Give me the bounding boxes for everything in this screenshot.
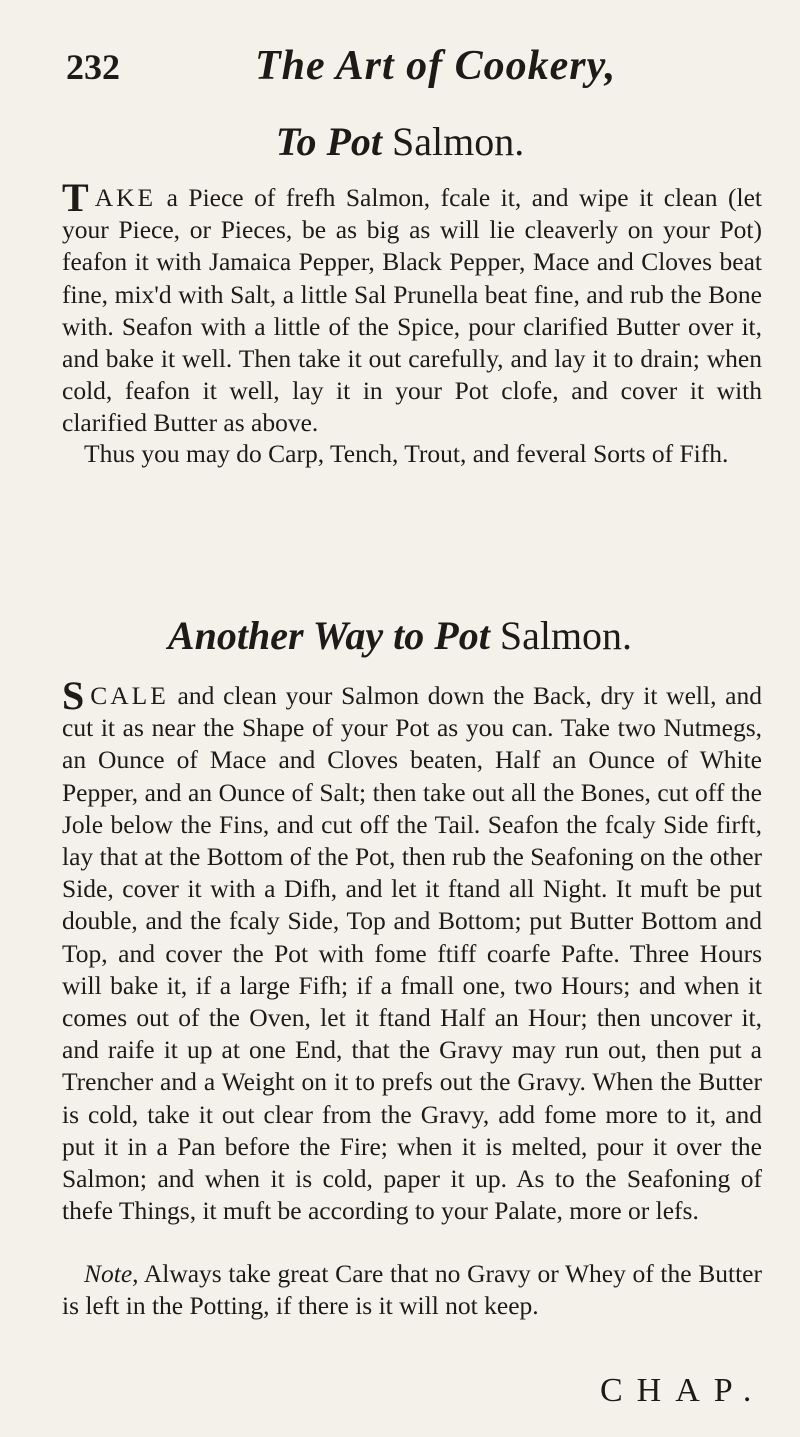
recipe-title-pot-salmon xyxy=(0,118,800,166)
note-text: Always take great Care that no Gravy or Whey of the Butter is left in the Potting, if there is it will not keep. xyxy=(62,1259,762,1321)
recipe-body-another-way xyxy=(62,673,762,1227)
drop-cap: S xyxy=(62,673,85,718)
recipe-title-italic: Another Way to Pot xyxy=(167,613,490,658)
recipe-body-pot-salmon xyxy=(62,175,762,440)
recipe-text: a Piece of frefh Salmon, fcale it, and wipe it clean (let your Piece, or Pieces, be as big as will lie cleaverly on your Pot) feafon it with Jamaica Pepper, Black Pepper, Mace and Cloves beat fine, mix'd with Salt, a little Sal Prunella beat fine, and rub the Bone with. Seafon with a little of the Spice, pour clarified Butter over it, and bake it well. Then take it out carefully, and lay it to drain; when cold, feafon it well, lay it in your Pot clofe, and cover it with clarified Butter as above. xyxy=(62,183,762,438)
recipe-note xyxy=(62,1258,762,1322)
recipe-title-another-way xyxy=(0,612,800,660)
first-word: AKE xyxy=(94,183,157,212)
running-title: The Art of Cookery, xyxy=(255,43,617,89)
catchword: CHAP. xyxy=(600,1372,766,1409)
note-label: Note, xyxy=(84,1259,139,1288)
drop-cap: T xyxy=(62,175,89,220)
page-number: 232 xyxy=(66,47,120,87)
recipe-title-italic: To Pot xyxy=(275,119,383,164)
recipe-title-plain: Salmon. xyxy=(499,613,633,658)
recipe-variation-note: Thus you may do Carp, Tench, Trout, and feveral Sorts of Fifh. xyxy=(84,439,729,468)
page-header xyxy=(0,42,800,102)
recipe-text: and clean your Salmon down the Back, dry it well, and cut it as near the Shape of your Pot as you can. Take two Nutmegs, an Ounce of Mace and Cloves beaten, Half an Ounce of White Pepper, and an Ounce of Salt; then take out all the Bones, cut off the Jole below the Fins, and cut off the Tail. Seafon the fcaly Side firft, lay that at the Bottom of the Pot, then rub the Seafoning on the other Side, cover it with a Difh, and let it ftand all Night. It muft be put double, and the fcaly Side, Top and Bottom; put Butter Bottom and Top, and cover the Pot with fome ftiff coarfe Pafte. Three Hours will bake it, if a large Fifh; if a fmall one, two Hours; and when it comes out of the Oven, let it ftand Half an Hour; then uncover it, and raife it up at one End, that the Gravy may run out, then put a Trencher and a Weight on it to prefs out the Gravy. When the Butter is cold, take it out clear from the Gravy, add fome more to it, and put it in a Pan before the Fire; when it is melted, pour it over the Salmon; and when it is cold, paper it up. As to the Seafoning of thefe Things, it muft be according to your Palate, more or lefs. xyxy=(62,681,762,1226)
first-word: CALE xyxy=(90,681,169,710)
recipe-title-plain: Salmon. xyxy=(392,119,525,164)
